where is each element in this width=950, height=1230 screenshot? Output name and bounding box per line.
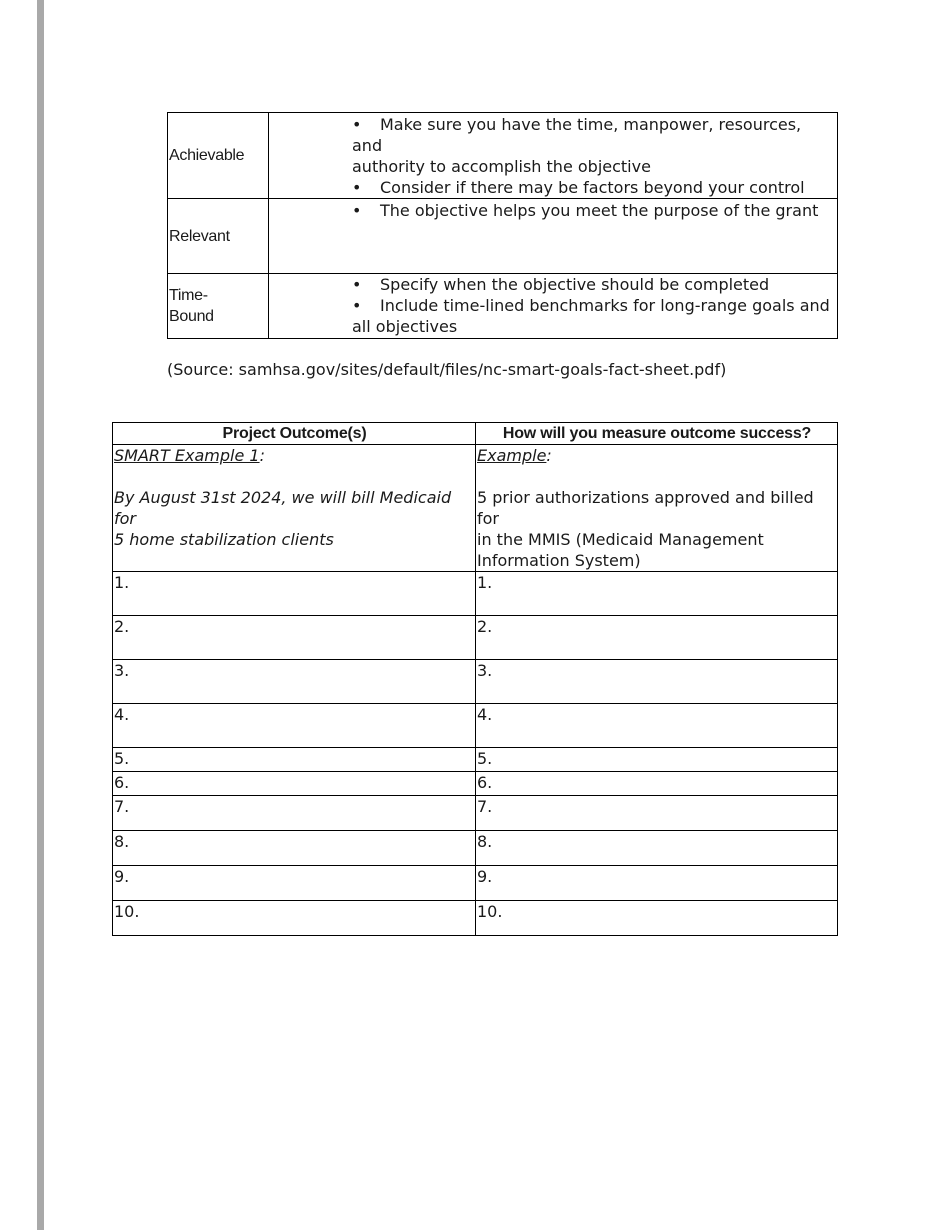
outcome-row-4 <box>113 704 838 748</box>
measure-entry-cell[interactable]: 4. <box>476 704 838 748</box>
source-citation: (Source: samhsa.gov/sites/default/files/nc-smart-goals-fact-sheet.pdf) <box>167 360 727 379</box>
outcomes-header-row <box>113 423 838 445</box>
outcome-entry-cell[interactable]: 4. <box>113 704 476 748</box>
criteria-description <box>269 274 838 339</box>
criteria-label: Achievable <box>168 113 269 199</box>
bullet-text: Consider if there may be factors beyond your control <box>380 178 805 197</box>
example-measure-title: Example <box>477 446 547 465</box>
outcome-entry-cell[interactable]: 7. <box>113 796 476 831</box>
outcome-row-10 <box>113 901 838 936</box>
criteria-label: Time- Bound <box>168 274 269 339</box>
bullet-icon: • <box>352 178 362 197</box>
measure-entry-cell[interactable]: 1. <box>476 572 838 616</box>
measure-entry-cell[interactable]: 7. <box>476 796 838 831</box>
outcome-row-3 <box>113 660 838 704</box>
bullet-text: Make sure you have the time, manpower, resources, and <box>352 115 802 155</box>
header-measure-success: How will you measure outcome success? <box>476 423 838 445</box>
outcome-entry-cell[interactable]: 10. <box>113 901 476 936</box>
example-measure-text: in the MMIS (Medicaid Management <box>477 530 764 549</box>
outcome-row-2 <box>113 616 838 660</box>
bullet-icon: • <box>352 275 362 294</box>
measure-entry-cell[interactable]: 10. <box>476 901 838 936</box>
outcome-entry-cell[interactable]: 6. <box>113 772 476 796</box>
outcome-row-1 <box>113 572 838 616</box>
smart-criteria-table <box>167 112 838 339</box>
measure-entry-cell[interactable]: 6. <box>476 772 838 796</box>
outcome-entry-cell[interactable]: 3. <box>113 660 476 704</box>
bullet-text: Include time-lined benchmarks for long-range goals and <box>380 296 830 315</box>
measure-entry-cell[interactable]: 2. <box>476 616 838 660</box>
bullet-text-continued: authority to accomplish the objective <box>352 157 651 176</box>
outcome-entry-cell[interactable]: 9. <box>113 866 476 901</box>
criteria-description <box>269 113 838 199</box>
outcome-entry-cell[interactable]: 1. <box>113 572 476 616</box>
page-margin-bar <box>37 0 44 1230</box>
outcome-entry-cell[interactable]: 8. <box>113 831 476 866</box>
outcome-row-8 <box>113 831 838 866</box>
outcome-row-7 <box>113 796 838 831</box>
measure-entry-cell[interactable]: 3. <box>476 660 838 704</box>
bullet-icon: • <box>352 115 362 134</box>
bullet-icon: • <box>352 296 362 315</box>
example-outcome-text: By August 31st 2024, we will bill Medicaid for <box>114 488 452 528</box>
example-outcome-cell: SMART Example 1: By August 31st 2024, we will bill Medicaid for 5 home stabilization clients <box>113 445 476 572</box>
bullet-text: Specify when the objective should be completed <box>380 275 770 294</box>
bullet-text-continued: all objectives <box>352 317 458 336</box>
header-project-outcomes: Project Outcome(s) <box>113 423 476 445</box>
project-outcomes-table <box>112 422 838 936</box>
outcome-entry-cell[interactable]: 2. <box>113 616 476 660</box>
example-outcome-text: 5 home stabilization clients <box>114 530 334 549</box>
smart-row-time-bound <box>168 274 838 339</box>
measure-entry-cell[interactable]: 8. <box>476 831 838 866</box>
criteria-description <box>269 199 838 274</box>
example-measure-text: Information System) <box>477 551 641 570</box>
outcome-entry-cell[interactable]: 5. <box>113 748 476 772</box>
measure-entry-cell[interactable]: 5. <box>476 748 838 772</box>
smart-row-achievable <box>168 113 838 199</box>
bullet-icon: • <box>352 201 362 220</box>
outcome-row-5 <box>113 748 838 772</box>
criteria-label: Relevant <box>168 199 269 274</box>
outcome-row-6 <box>113 772 838 796</box>
example-row <box>113 445 838 572</box>
outcome-row-9 <box>113 866 838 901</box>
measure-entry-cell[interactable]: 9. <box>476 866 838 901</box>
example-measure-cell: Example: 5 prior authorizations approved and billed for in the MMIS (Medicaid Management Information System) <box>476 445 838 572</box>
example-measure-text: 5 prior authorizations approved and billed for <box>477 488 814 528</box>
bullet-text: The objective helps you meet the purpose of the grant <box>380 201 819 220</box>
example-outcome-title: SMART Example 1 <box>114 446 260 465</box>
smart-row-relevant <box>168 199 838 274</box>
